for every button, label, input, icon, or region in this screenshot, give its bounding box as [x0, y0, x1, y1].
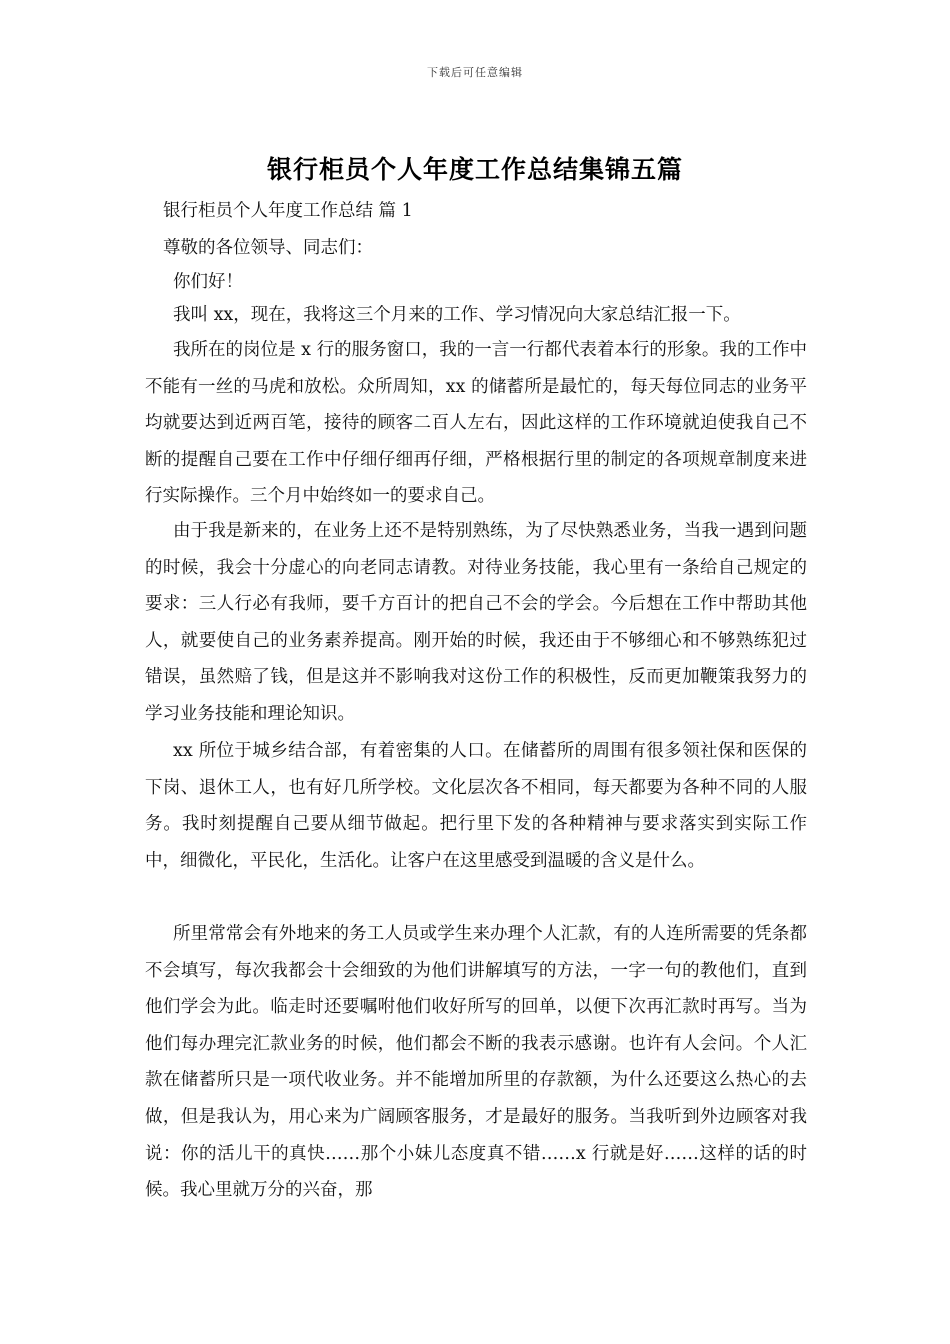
body-paragraph: 由于我是新来的，在业务上还不是特别熟练，为了尽快熟悉业务，当我一遇到问题的时候，我会十分虚心的向老同志请教。对待业务技能，我心里有一条给自己规定的要求：三人行必有我师，要千方百计的把自己不会的学会。今后想在工作中帮助其他人，就要使自己的业务素养提高。刚开始的时候，我还由于不够细心和不够熟练犯过错误，虽然赔了钱，但是这并不影响我对这份工作的积极性，反而更加鞭策我努力的学习业务技能和理论知识。	[145, 521, 807, 724]
body-paragraph: xx 所位于城乡结合部，有着密集的人口。在储蓄所的周围有很多领社保和医保的下岗、退休工人，也有好几所学校。文化层次各不相同，每天都要为各种不同的人服务。我时刻提醒自己要从细节做起。把行里下发的各种精神与要求落实到实际工作中，细微化，平民化，生活化。让客户在这里感受到温暖的含义是什么。	[145, 741, 807, 871]
intro-line: 我叫 xx，现在，我将这三个月来的工作、学习情况向大家总结汇报一下。	[173, 305, 741, 325]
hello-line: 你们好！	[173, 272, 243, 292]
document-title: 银行柜员个人年度工作总结集锦五篇	[266, 155, 683, 184]
greeting-line: 尊敬的各位领导、同志们：	[163, 238, 373, 258]
section-subtitle: 银行柜员个人年度工作总结 篇 1	[163, 201, 413, 221]
body-paragraph: 我所在的岗位是 x 行的服务窗口，我的一言一行都代表着本行的形象。我的工作中不能有一丝的马虎和放松。众所周知，xx 的储蓄所是最忙的，每天每位同志的业务平均就要达到近两百笔，接待的顾客二百人左右，因此这样的工作环境就迫使我自己不断的提醒自己要在工作中仔细仔细再仔细，严格根据行里的制定的各项规章制度来进行实际操作。三个月中始终如一的要求自己。	[145, 340, 807, 507]
body-paragraph: 所里常常会有外地来的务工人员或学生来办理个人汇款，有的人连所需要的凭条都不会填写，每次我都会十会细致的为他们讲解填写的方法，一字一句的教他们，直到他们学会为此。临走时还要嘱咐他们收好所写的回单，以便下次再汇款时再写。当为他们每办理完汇款业务的时候，他们都会不断的我表示感谢。也许有人会问。个人汇款在储蓄所只是一项代收业务。并不能增加所里的存款额，为什么还要这么热心的去做，但是我认为，用心来为广阔顾客服务，才是最好的服务。当我听到外边顾客对我说：你的活儿干的真快……那个小妹儿态度真不错……x 行就是好……这样的话的时候。我心里就万分的兴奋，那	[145, 924, 807, 1201]
header-note: 下载后可任意编辑	[427, 66, 523, 79]
